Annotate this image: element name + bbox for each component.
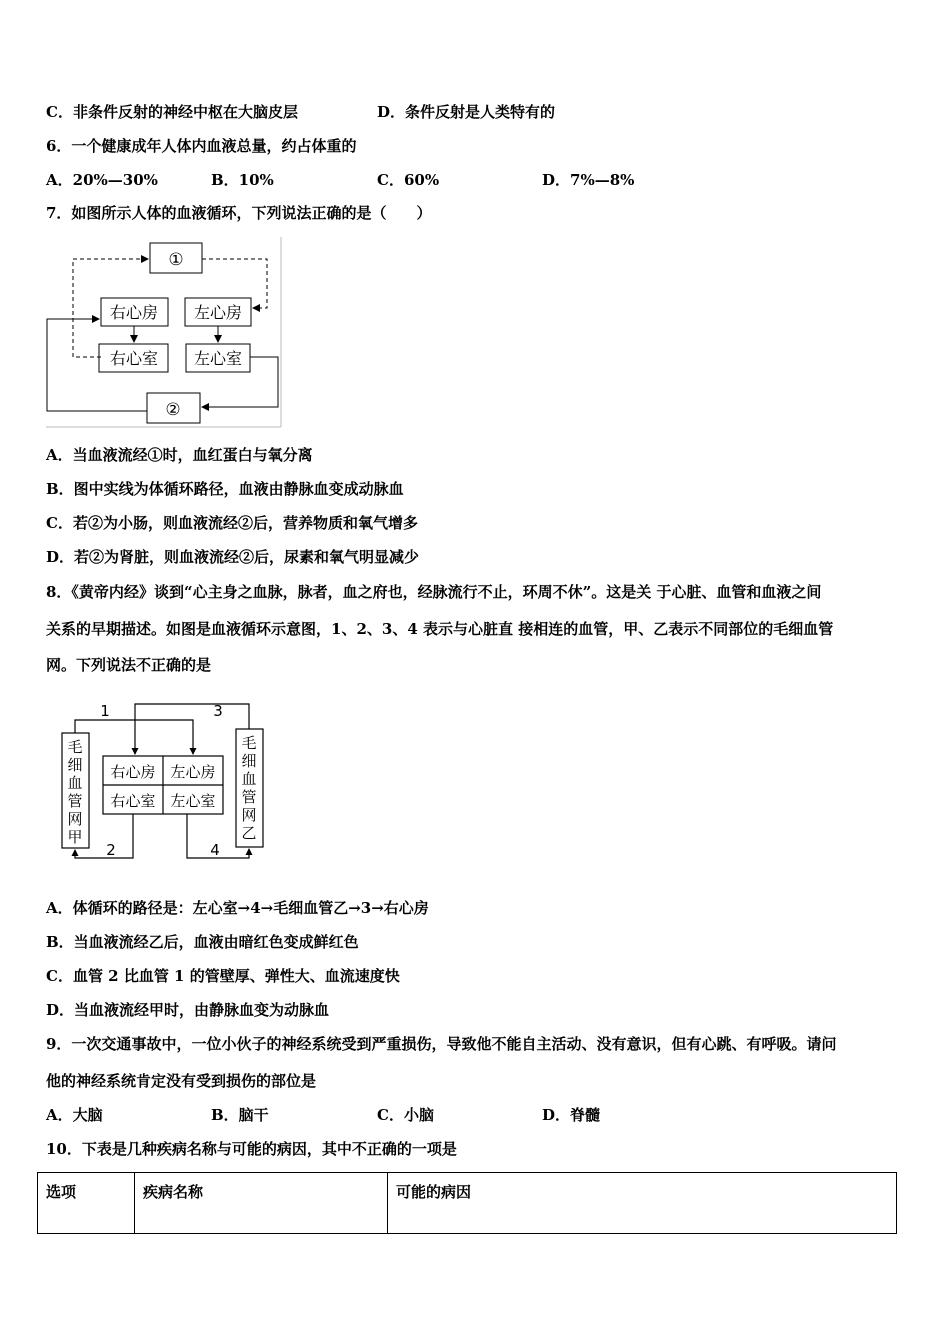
q8-label-1: 1 <box>100 702 110 720</box>
svg-text:血: 血 <box>241 770 257 788</box>
q10-table <box>37 1172 897 1234</box>
svg-text:管: 管 <box>67 792 83 810</box>
q8-capillary-yi <box>241 734 256 842</box>
svg-text:细: 细 <box>67 756 83 774</box>
q8-circulation-figure <box>55 697 280 877</box>
svg-text:网: 网 <box>67 810 83 828</box>
q7-stem: 7．如图所示人体的血液循环，下列说法正确的是（ ） <box>46 204 432 222</box>
svg-text:甲: 甲 <box>67 828 83 846</box>
q9-option-c: C．小脑 <box>377 1106 434 1124</box>
q6-option-b: B．10% <box>211 171 274 189</box>
q8-left-atrium: 左心房 <box>170 763 216 781</box>
q6-option-c: C．60% <box>377 171 440 189</box>
q7-option-a: A．当血液流经①时，血红蛋白与氧分离 <box>46 446 313 464</box>
q8-option-a: A．体循环的路径是：左心室→4→毛细血管乙→3→右心房 <box>46 899 429 917</box>
q9-stem-line-2: 他的神经系统肯定没有受到损伤的部位是 <box>46 1072 317 1090</box>
q10-header-cause: 可能的病因 <box>388 1173 897 1234</box>
q8-right-atrium: 右心房 <box>110 763 156 781</box>
q8-option-b: B．当血液流经乙后，血液由暗红色变成鲜红色 <box>46 933 359 951</box>
q8-option-c: C．血管 2 比血管 1 的管壁厚、弹性大、血流速度快 <box>46 967 400 985</box>
q8-stem-line-2: 关系的早期描述。如图是血液循环示意图，1、2、3、4 表示与心脏直 接相连的血管，甲、乙表示不同部位的毛细血管 <box>46 620 834 638</box>
svg-text:乙: 乙 <box>241 824 257 842</box>
q10-header-disease: 疾病名称 <box>135 1173 388 1234</box>
q7-left-ventricle: 左心室 <box>193 349 243 368</box>
q8-label-4: 4 <box>210 841 220 859</box>
svg-text:毛: 毛 <box>67 738 83 756</box>
q5-option-d: D．条件反射是人类特有的 <box>377 103 556 121</box>
q8-capillary-jia <box>67 738 82 846</box>
q6-option-d: D．7%—8% <box>542 171 635 189</box>
svg-text:血: 血 <box>67 774 83 792</box>
q7-circulation-figure <box>44 235 284 430</box>
q6-option-a: A．20%—30% <box>46 171 158 189</box>
q7-option-c: C．若②为小肠，则血液流经②后，营养物质和氧气增多 <box>46 514 418 532</box>
q10-header-option: 选项 <box>38 1173 135 1234</box>
q8-label-2: 2 <box>106 841 116 859</box>
q5-option-c: C．非条件反射的神经中枢在大脑皮层 <box>46 103 298 121</box>
q8-left-ventricle: 左心室 <box>170 792 216 810</box>
svg-text:网: 网 <box>241 806 257 824</box>
q8-option-d: D．当血液流经甲时，由静脉血变为动脉血 <box>46 1001 330 1019</box>
q8-stem-line-3: 网。下列说法不正确的是 <box>46 656 212 674</box>
q9-option-a: A．大脑 <box>46 1106 103 1124</box>
q8-right-ventricle: 右心室 <box>110 792 156 810</box>
q8-stem-line-1: 8．《黄帝内经》谈到“心主身之血脉，脉者，血之府也，经脉流行不止，环周不休”。这是关 于心脏、血管和血液之间 <box>46 583 822 601</box>
q9-option-d: D．脊髓 <box>542 1106 601 1124</box>
table-row <box>38 1173 897 1234</box>
q7-circle-1: ① <box>168 250 184 270</box>
q7-left-atrium: 左心房 <box>193 303 243 322</box>
q8-label-3: 3 <box>213 702 223 720</box>
q7-option-b: B．图中实线为体循环路径，血液由静脉血变成动脉血 <box>46 480 404 498</box>
q6-stem: 6．一个健康成年人体内血液总量，约占体重的 <box>46 137 357 155</box>
q7-option-d: D．若②为肾脏，则血液流经②后，尿素和氧气明显减少 <box>46 548 420 566</box>
svg-text:细: 细 <box>241 752 257 770</box>
svg-text:毛: 毛 <box>241 734 257 752</box>
q9-stem-line-1: 9．一次交通事故中，一位小伙子的神经系统受到严重损伤，导致他不能自主活动、没有意识，但有心跳、有呼吸。请问 <box>46 1035 837 1053</box>
q10-stem: 10．下表是几种疾病名称与可能的病因，其中不正确的一项是 <box>46 1140 457 1158</box>
q7-circle-2: ② <box>165 400 181 420</box>
q9-option-b: B．脑干 <box>211 1106 269 1124</box>
svg-text:管: 管 <box>241 788 257 806</box>
q7-right-ventricle: 右心室 <box>109 349 159 368</box>
q7-right-atrium: 右心房 <box>109 303 159 322</box>
